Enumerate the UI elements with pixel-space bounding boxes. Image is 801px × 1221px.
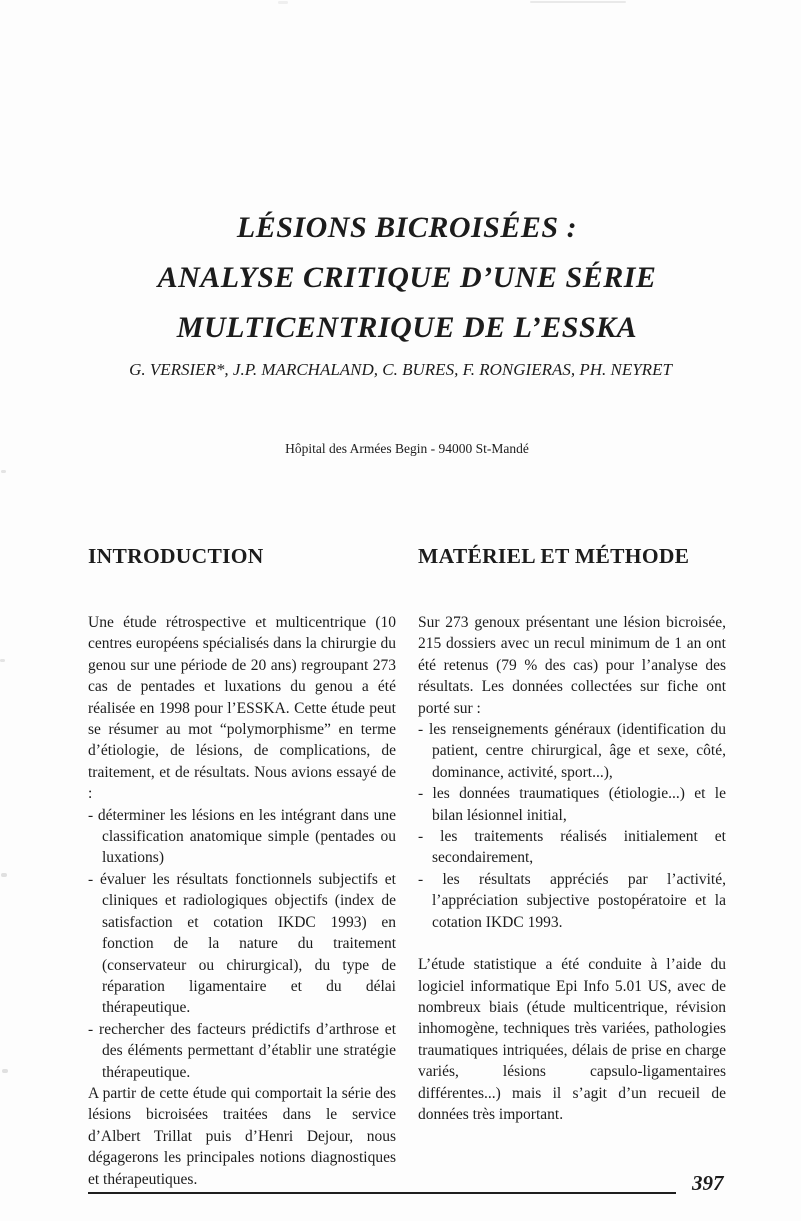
scan-artifact bbox=[1, 873, 7, 877]
authors-line: G. VERSIER*, J.P. MARCHALAND, C. BURES, F. RONGIERAS, PH. NEYRET bbox=[129, 360, 672, 379]
materiel-paragraph-1: Sur 273 genoux présentant une lésion bicroisée, 215 dossiers avec un recul minimum de 1 an ont été retenus (79 % des cas) pour l’analyse des résultats. Les données collectées sur fiche ont porté sur : bbox=[418, 614, 726, 717]
article-title-line-3: MULTICENTRIQUE DE L’ESSKA bbox=[176, 311, 638, 344]
article-title-line-2: ANALYSE CRITIQUE D’UNE SÉRIE bbox=[157, 261, 657, 294]
scan-artifact bbox=[0, 659, 5, 662]
column-introduction bbox=[88, 543, 396, 1190]
section-heading-introduction: INTRODUCTION bbox=[88, 544, 264, 568]
materiel-paragraph-2: L’étude statistique a été conduite à l’aide du logiciel informatique Epi Info 5.01 US, avec de nombreux biais (étude multicentrique, révision inhomogène, techniques très variées, pathologies traumatiques intriquées, délais de prise en charge variés, lésions capsulo-ligamentaires différentes...) mais il s’agit d’un recueil de données très important. bbox=[418, 956, 726, 1123]
scan-artifact bbox=[278, 1, 288, 4]
materiel-bullet-2: - les données traumatiques (étiologie...) et le bilan lésionnel initial, bbox=[418, 785, 726, 824]
introduction-bullet-1: - déterminer les lésions en les intégrant dans une classification anatomique simple (pentades ou luxations) bbox=[88, 806, 396, 867]
article-title bbox=[88, 203, 726, 353]
column-materiel-et-methode bbox=[418, 543, 726, 1125]
footer-rule bbox=[88, 1192, 676, 1194]
scan-artifact bbox=[2, 1069, 8, 1073]
scan-artifact bbox=[530, 1, 626, 3]
introduction-bullet-3: - rechercher des facteurs prédictifs d’arthrose et des éléments permettant d’établir une stratégie thérapeutique. bbox=[88, 1020, 396, 1081]
affiliation-line: Hôpital des Armées Begin - 94000 St-Mandé bbox=[285, 441, 529, 456]
page-number: 397 bbox=[692, 1171, 724, 1195]
materiel-bullet-4: - les résultats appréciés par l’activité, l’appréciation subjective postopératoire et la cotation IKDC 1993. bbox=[418, 870, 726, 931]
section-heading-materiel-et-methode: MATÉRIEL ET MÉTHODE bbox=[418, 544, 690, 568]
introduction-paragraph-2: A partir de cette étude qui comportait la série des lésions bicroisées traitées dans le service d’Albert Trillat puis d’Henri Dejour, nous dégagerons les principales notions diagnostiques et thérapeutiques. bbox=[88, 1084, 396, 1188]
materiel-bullet-3: - les traitements réalisés initialement et secondairement, bbox=[418, 828, 726, 867]
introduction-bullet-2: - évaluer les résultats fonctionnels subjectifs et cliniques et radiologiques objectifs (index de satisfaction et cotation IKDC 1993) en fonction de la nature du traitement (conservateur ou chirurgical), du type de réparation ligamentaire et du délai thérapeutique. bbox=[88, 870, 396, 1017]
introduction-paragraph-1: Une étude rétrospective et multicentrique (10 centres européens spécialisés dans la chirurgie du genou sur une période de 20 ans) regroupant 273 cas de pentades et luxations du genou a été réalisée en 1998 pour l’ESSKA. Cette étude peut se résumer au mot “polymorphisme” en terme d’étiologie, de lésions, de complications, de traitement, et de résultats. Nous avions essayé de : bbox=[88, 614, 396, 803]
materiel-bullet-1: - les renseignements généraux (identification du patient, centre chirurgical, âge et sexe, côté, dominance, activité, sport...), bbox=[418, 721, 726, 781]
scan-artifact bbox=[1, 470, 6, 473]
article-title-line-1: LÉSIONS BICROISÉES : bbox=[236, 211, 578, 244]
